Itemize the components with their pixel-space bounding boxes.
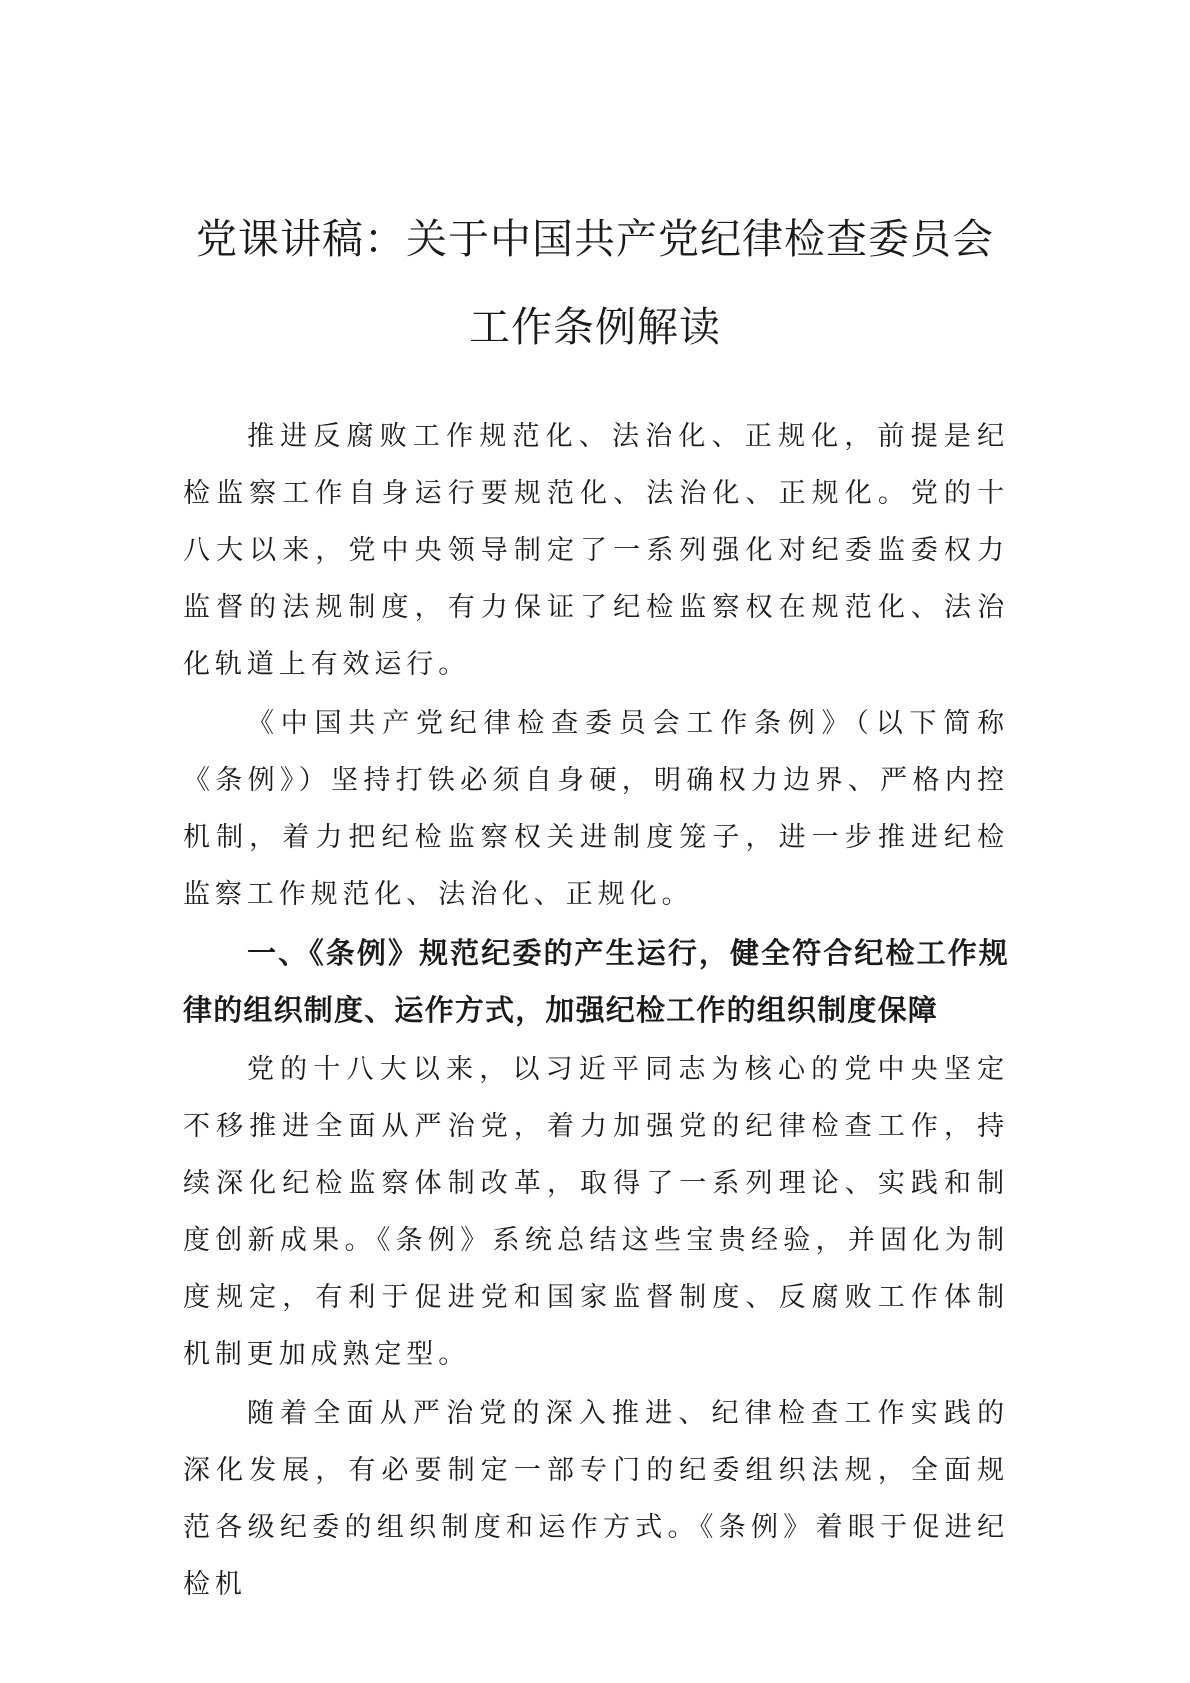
- document-body: [183, 408, 1009, 1615]
- section-heading-1: 一、《条例》规范纪委的产生运行，健全符合纪检工作规律的组织制度、运作方式，加强纪检工作的组织制度保障: [183, 936, 1009, 1027]
- document-title: [150, 195, 1040, 371]
- document-title-line-1: 党课讲稿：关于中国共产党纪律检查委员会: [196, 215, 994, 263]
- section-1-paragraph-2: 随着全面从严治党的深入推进、纪律检查工作实践的深化发展，有必要制定一部专门的纪委组织法规，全面规范各级纪委的组织制度和运作方式。《条例》着眼于促进纪检机: [183, 1398, 1009, 1600]
- section-1-paragraph-1: 党的十八大以来，以习近平同志为核心的党中央坚定不移推进全面从严治党，着力加强党的纪律检查工作，持续深化纪检监察体制改革，取得了一系列理论、实践和制度创新成果。《条例》系统总结这些宝贵经验，并固化为制度规定，有利于促进党和国家监督制度、反腐败工作体制机制更加成熟定型。: [183, 1054, 1009, 1370]
- intro-paragraph: 推进反腐败工作规范化、法治化、正规化，前提是纪检监察工作自身运行要规范化、法治化、正规化。党的十八大以来，党中央领导制定了一系列强化对纪委监委权力监督的法规制度，有力保证了纪检监察权在规范化、法治化轨道上有效运行。: [183, 421, 1009, 680]
- document-title-line-2: 工作条例解读: [469, 303, 721, 351]
- regulation-summary-paragraph: 《中国共产党纪律检查委员会工作条例》（以下简称《条例》）坚持打铁必须自身硬，明确权力边界、严格内控机制，着力把纪检监察权关进制度笼子，进一步推进纪检监察工作规范化、法治化、正规化。: [183, 708, 1009, 910]
